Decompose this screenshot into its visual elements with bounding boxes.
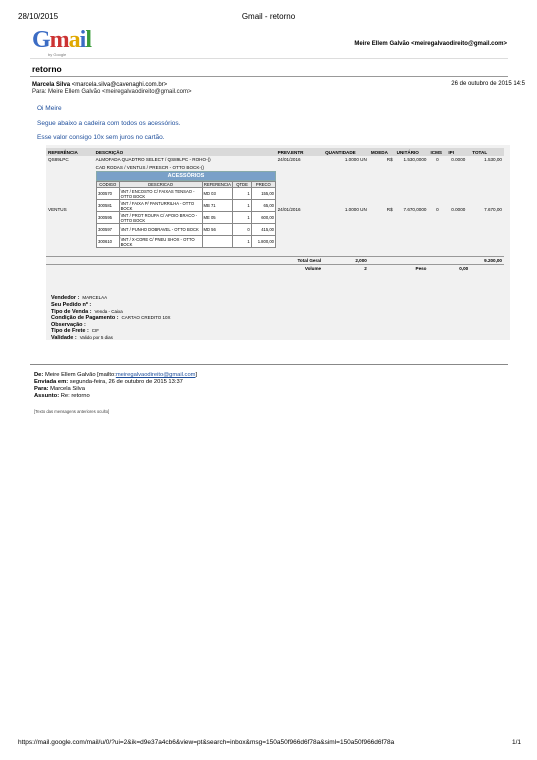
col-header: QUANTIDADE	[323, 148, 369, 156]
col-header: UNITÁRIO	[395, 148, 429, 156]
acc-ref: MB 71	[202, 200, 233, 212]
acc-col-header: QTDE	[233, 182, 251, 188]
header-divider	[30, 58, 508, 59]
fwd-to: Para: Marcela Silva	[34, 386, 85, 392]
acc-ref: ME 05	[202, 212, 233, 224]
cell-icms: 0	[436, 207, 439, 213]
detail-tipo-venda: Tipo de Venda : Venda - Caixa	[51, 309, 123, 315]
acc-code: 300597	[97, 224, 120, 236]
acc-col-header: DESCRICAO	[119, 182, 202, 188]
account-name: Meire Ellem Galvão <meiregalvaodireito@gmail.com>	[354, 41, 507, 47]
peso-value: 0,00	[459, 265, 469, 271]
total-label: Total Geral	[297, 257, 322, 263]
acc-price: 65,00	[251, 200, 275, 212]
cell-unit: 7.670,0000	[403, 207, 427, 213]
cell-desc: ALMOFADA QUADTRO SELECT / QS89LPC - ROHO-()	[95, 157, 211, 162]
subject-divider	[30, 76, 508, 77]
acc-code: 300570	[97, 188, 120, 200]
accessory-row	[97, 224, 276, 236]
acc-ref: MD 56	[202, 224, 233, 236]
cell-prev: 24/01/2016	[277, 207, 301, 213]
acc-desc: \INT / X-CORE C/ PNEU SHOX - OTTO BOCK	[119, 236, 202, 248]
detail-observacao: Observação :	[51, 322, 86, 328]
acc-col-header: REFERENCIA	[203, 182, 231, 187]
show-quoted-text[interactable]: [Texto das mensagens anteriores oculto]	[34, 409, 110, 414]
detail-frete: Tipo de Frete : CIF	[51, 328, 100, 334]
total-row	[46, 256, 504, 264]
gmail-logo-text: Gmail	[32, 27, 92, 53]
acc-ref: MD 03	[202, 188, 233, 200]
cell-moeda: R$	[386, 207, 393, 213]
acc-col-header: PRECO	[251, 182, 275, 188]
print-page-number: 1/1	[511, 739, 521, 746]
accessory-row	[97, 212, 276, 224]
body-greeting: Oi Meire	[37, 105, 62, 112]
col-header: DESCRIÇÃO	[94, 148, 276, 156]
volume-label: Volume	[304, 265, 322, 271]
detail-vendedor: Vendedor : MARCELAA	[51, 295, 108, 301]
col-header: PREV.ENTR	[276, 148, 324, 156]
cell-total: 1.530,00	[484, 157, 502, 162]
peso-label: Peso	[415, 265, 427, 271]
acc-ref	[202, 236, 233, 248]
cell-qty: 1.0000 UN	[344, 157, 367, 162]
col-header: REFERÊNCIA	[46, 148, 94, 156]
acc-qty: 1	[233, 200, 251, 212]
acc-qty: 1	[233, 188, 251, 200]
sender-name: Marcela Silva	[32, 82, 71, 88]
fwd-subject: Assunto: Re: retorno	[34, 393, 90, 399]
accessories-table	[96, 181, 276, 248]
col-header: TOTAL	[470, 148, 504, 156]
acc-price: 155,00	[251, 188, 275, 200]
gmail-logo[interactable]	[32, 28, 92, 58]
forward-divider	[30, 364, 508, 365]
volume-value: 2	[364, 265, 367, 271]
accessories-box	[96, 171, 276, 248]
volume-row	[46, 264, 504, 272]
acc-desc: \INT / FAIXA P/ PANTURRILHA - OTTO BOCK	[119, 200, 202, 212]
forwarded-header	[34, 372, 197, 400]
logo-subtitle: by Google	[48, 52, 67, 57]
acc-qty: 1	[233, 212, 251, 224]
total-value: 9.200,00	[484, 257, 502, 263]
acc-qty: 1	[233, 236, 251, 248]
cell-moeda: R$	[386, 157, 393, 162]
accessory-row	[97, 188, 276, 200]
cell-total: 7.670,00	[484, 207, 502, 213]
table-row	[46, 156, 504, 164]
print-title: Gmail - retorno	[241, 12, 296, 21]
acc-desc: \INT / PROT ROUPA C/ APOIO BRACO - OTTO BOCK	[119, 212, 202, 224]
acc-price: 415,00	[251, 224, 275, 236]
accessory-row	[97, 236, 276, 248]
body-line-2: Esse valor consigo 10x sem juros no cartão.	[37, 134, 165, 141]
acc-code: 300610	[97, 236, 120, 248]
message-date: 26 de outubro de 2015 14:5	[451, 81, 525, 87]
cell-ref: VENTUS	[48, 207, 67, 213]
cell-ipi: 0.0000	[451, 207, 466, 213]
message-sender	[32, 82, 167, 88]
accessories-title: ACESSÓRIOS	[96, 171, 276, 181]
thread-subject: retorno	[32, 64, 62, 74]
acc-desc: \INT / PUNHO DOBRAVEL - OTTO BOCK	[119, 224, 202, 236]
col-header: MOEDA	[369, 148, 395, 156]
order-header-row	[46, 148, 504, 156]
detail-pagamento: Condição de Pagamento : CARTAO CREDITO 10X	[51, 315, 171, 321]
fwd-from-link[interactable]: meiregalvaodireito@gmail.com	[115, 372, 196, 378]
cell-ref: QS89LPC	[48, 157, 69, 162]
message-recipient: Para: Meire Ellem Galvão <meiregalvaodireito@gmail.com>	[32, 89, 192, 95]
cell-icms: 0	[436, 157, 439, 162]
acc-price: 600,00	[251, 212, 275, 224]
acc-col-header: CODIGO	[97, 182, 120, 188]
acc-code: 300581	[97, 200, 120, 212]
body-line-1: Segue abaixo a cadeira com todos os acessórios.	[37, 120, 181, 127]
print-date: 28/10/2015	[18, 12, 59, 21]
total-qty: 2,000	[355, 257, 367, 263]
sender-email: <marcela.silva@cavenaghi.com.br>	[71, 82, 168, 88]
print-url: https://mail.google.com/mail/u/0/?ui=2&ik=d9e37a4cb6&view=pt&search=inbox&msg=150a50f966d6f78a&siml=150a50f966d6f78a	[18, 739, 395, 746]
cell-qty: 1.0000 UN	[344, 207, 367, 213]
detail-pedido: Seu Pedido nº :	[51, 302, 92, 308]
fwd-sent: Enviada em: segunda-feira, 26 de outubro de 2015 13:37	[34, 379, 183, 385]
acc-qty: 0	[233, 224, 251, 236]
accessory-row	[97, 200, 276, 212]
cell-desc: CAD RODAS / VENTUS / PRESCR - OTTO BOCK-()	[95, 165, 205, 170]
cell-ipi: 0.0000	[451, 157, 466, 162]
cell-unit: 1.530,0000	[403, 157, 427, 162]
detail-validade: Validade : Valido por 5 dias	[51, 335, 113, 341]
acc-code: 300595	[97, 212, 120, 224]
acc-price: 1.800,00	[251, 236, 275, 248]
acc-desc: \INT / ENCOSTO C/ FAIXAS TENSAO - OTTO BOCK	[119, 188, 202, 200]
fwd-from: De: Meire Ellem Galvão [mailto:meiregalvaodireito@gmail.com]	[34, 372, 198, 378]
col-header: ICMS	[428, 148, 446, 156]
cell-prev: 24/01/2016	[277, 157, 301, 162]
col-header: IPI	[446, 148, 470, 156]
